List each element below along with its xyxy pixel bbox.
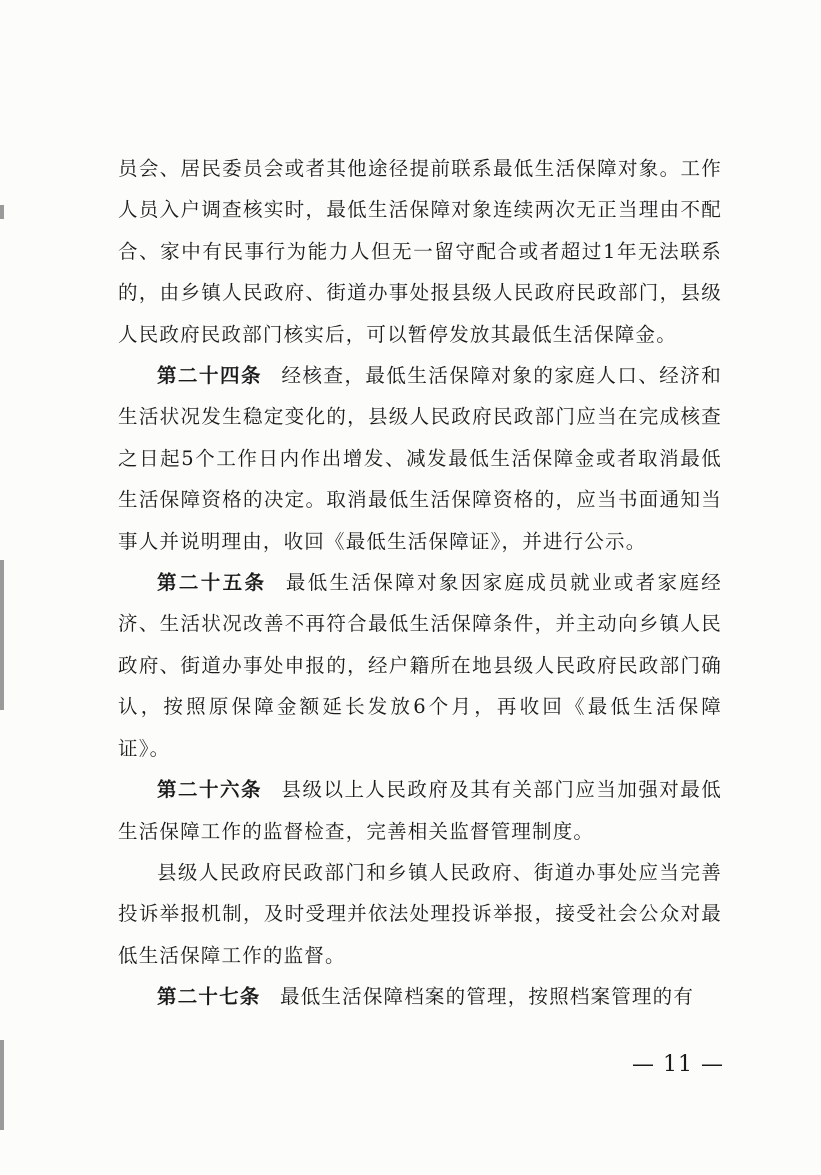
- scan-edge-mark: [0, 205, 4, 219]
- scan-edge-mark: [0, 1040, 4, 1130]
- paragraph-text: 经核查，最低生活保障对象的家庭人口、经济和生活状况发生稳定变化的，县级人民政府民政部门应当在完成核查之日起5个工作日内作出增发、减发最低生活保障金或者取消最低生活保障资格的决定。取消最低生活保障资格的，应当书面通知当事人并说明理由，收回《最低生活保障证》，并进行公示。: [118, 364, 722, 553]
- paragraph-text: 县级人民政府民政部门和乡镇人民政府、街道办事处应当完善投诉举报机制，及时受理并依法处理投诉举报，接受社会公众对最低生活保障工作的监督。: [118, 860, 722, 967]
- paragraph-continuation: [118, 148, 722, 355]
- scan-edge-mark: [0, 560, 4, 710]
- article-number: 第二十四条: [157, 364, 262, 388]
- article-number: 第二十六条: [157, 778, 262, 802]
- article-27: [118, 976, 722, 1017]
- article-26: [118, 769, 722, 852]
- paragraph-text: 县级以上人民政府及其有关部门应当加强对最低生活保障工作的监督检查，完善相关监督管理制度。: [118, 778, 722, 843]
- article-number: 第二十五条: [157, 571, 267, 595]
- article-25: [118, 562, 722, 769]
- article-24: [118, 355, 722, 562]
- paragraph-text: 最低生活保障档案的管理，按照档案管理的有: [280, 985, 695, 1009]
- page-number: — 11 —: [632, 1052, 724, 1077]
- article-number: 第二十七条: [157, 985, 261, 1009]
- body-text: [118, 148, 722, 1018]
- paragraph-text: 最低生活保障对象因家庭成员就业或者家庭经济、生活状况改善不再符合最低生活保障条件，并主动向乡镇人民政府、街道办事处申报的，经户籍所在地县级人民政府民政部门确认，按照原保障金额延长发放6个月，再收回《最低生活保障证》。: [118, 571, 722, 760]
- article-26-para-2: [118, 852, 722, 976]
- paragraph-text: 员会、居民委员会或者其他途径提前联系最低生活保障对象。工作人员入户调查核实时，最低生活保障对象连续两次无正当理由不配合、家中有民事行为能力人但无一留守配合或者超过1年无法联系的，由乡镇人民政府、街道办事处报县级人民政府民政部门，县级人民政府民政部门核实后，可以暂停发放其最低生活保障金。: [118, 157, 722, 346]
